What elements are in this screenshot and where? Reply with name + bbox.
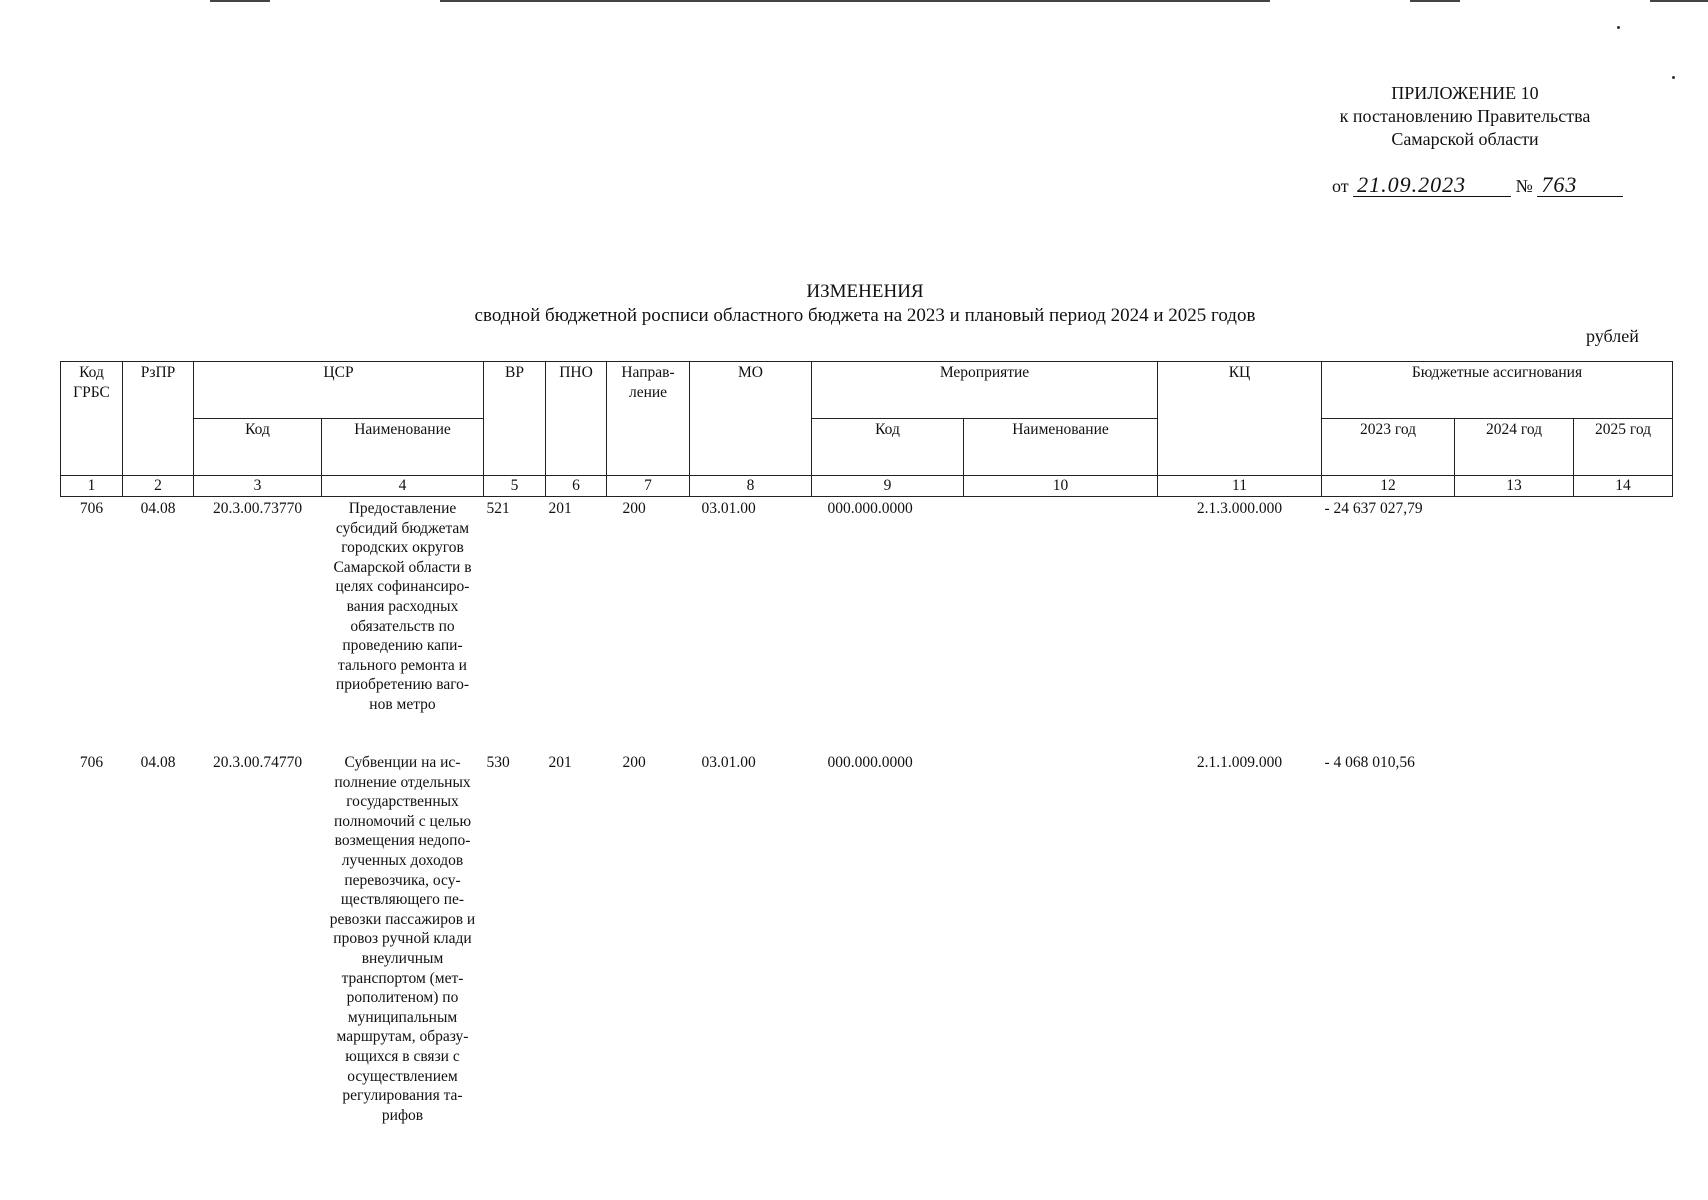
- appendix-number: ПРИЛОЖЕНИЕ 10: [1391, 83, 1539, 103]
- header-row-top: [61, 362, 1673, 419]
- column-number: 5: [484, 476, 546, 497]
- appendix-decree-ref: к постановлению Правительства: [1339, 106, 1591, 126]
- cell-direction: 200: [622, 754, 646, 771]
- column-number: 13: [1455, 476, 1574, 497]
- cell-2023: - 4 068 010,56: [1324, 754, 1415, 771]
- cell-csr-code: 20.3.00.74770: [212, 754, 303, 771]
- decree-number-sign: №: [1515, 176, 1533, 196]
- cell-grbs: 706: [79, 500, 104, 517]
- cell-kc: 2.1.1.009.000: [1196, 754, 1283, 771]
- column-number: 11: [1158, 476, 1322, 497]
- scan-edge-mark: [440, 0, 1270, 2]
- header-csr: ЦСР: [194, 362, 484, 419]
- decree-date: 21.09.2023: [1353, 174, 1511, 197]
- cell-kc: 2.1.3.000.000: [1196, 500, 1283, 517]
- column-number: 12: [1322, 476, 1455, 497]
- column-number: 8: [690, 476, 812, 497]
- column-number: 3: [194, 476, 322, 497]
- header-row-sub: [61, 419, 1673, 476]
- decree-number: 763: [1537, 174, 1623, 197]
- appendix-block: [1290, 82, 1640, 151]
- cell-2023: - 24 637 027,79: [1324, 500, 1423, 517]
- column-number-row: [61, 476, 1673, 497]
- header-event-name: Наименование: [964, 419, 1158, 476]
- column-number: 10: [964, 476, 1158, 497]
- cell-event-name: [964, 497, 1158, 752]
- table-row: [61, 751, 1673, 1155]
- cell-pno: 201: [548, 754, 572, 771]
- header-csr-code: Код: [194, 419, 322, 476]
- column-number: 9: [812, 476, 964, 497]
- cell-event-name: [964, 751, 1158, 1155]
- header-mo: МО: [690, 362, 812, 476]
- header-direction: Направ-ление: [607, 362, 690, 476]
- header-event: Мероприятие: [812, 362, 1158, 419]
- header-2025: 2025 год: [1574, 419, 1673, 476]
- units-label: рублей: [1586, 326, 1639, 346]
- decree-date-number: [1332, 174, 1623, 197]
- scan-speck: [1617, 26, 1620, 29]
- column-number: 2: [123, 476, 194, 497]
- budget-table: [60, 361, 1673, 1155]
- decree-from-prefix: от: [1332, 176, 1349, 196]
- header-allocations: Бюджетные ассигнования: [1322, 362, 1673, 419]
- cell-event-code: 000.000.0000: [827, 500, 913, 517]
- cell-direction: 200: [622, 500, 646, 517]
- header-csr-name: Наименование: [322, 419, 484, 476]
- title-subtitle: сводной бюджетной росписи областного бюджета на 2023 и плановый период 2024 и 2025 годов: [474, 305, 1256, 326]
- column-number: 1: [61, 476, 123, 497]
- cell-grbs: 706: [79, 754, 104, 771]
- scan-edge-mark: [1410, 0, 1460, 2]
- scan-speck: [1672, 76, 1675, 79]
- cell-event-code: 000.000.0000: [827, 754, 913, 771]
- header-pno: ПНО: [546, 362, 607, 476]
- cell-pno: 201: [548, 500, 572, 517]
- document-title: [0, 280, 1708, 328]
- header-2023: 2023 год: [1322, 419, 1455, 476]
- cell-2024: [1455, 497, 1574, 752]
- header-2024: 2024 год: [1455, 419, 1574, 476]
- column-number: 7: [607, 476, 690, 497]
- cell-csr-code: 20.3.00.73770: [212, 500, 303, 517]
- cell-2024: [1455, 751, 1574, 1155]
- scan-edge-mark: [1650, 0, 1708, 2]
- cell-mo: 03.01.00: [701, 500, 756, 517]
- appendix-region: Самарской области: [1391, 129, 1539, 149]
- column-number: 6: [546, 476, 607, 497]
- cell-mo: 03.01.00: [701, 754, 756, 771]
- cell-vr: 530: [486, 754, 510, 771]
- column-number: 4: [322, 476, 484, 497]
- cell-rzpr: 04.08: [140, 500, 176, 517]
- header-kc: КЦ: [1158, 362, 1322, 476]
- cell-vr: 521: [486, 500, 510, 517]
- cell-csr-name: Предоставление субсидий бюджетам городских округов Самарской области в целях софинансиро-вания расходных обязательств по проведению капи-тального ремонта и приобретению ваго-нов метро: [333, 500, 472, 713]
- column-number: 14: [1574, 476, 1673, 497]
- header-rzpr: РзПР: [123, 362, 194, 476]
- cell-rzpr: 04.08: [140, 754, 176, 771]
- cell-2025: [1574, 497, 1673, 752]
- cell-csr-name: Субвенции на ис-полнение отдельных государственных полномочий с целью возмещения недопо-лученных доходов перевозчика, осу-ществляющего пе-ревозки пассажиров и провоз ручной клади внеуличным транспортом (мет-рополитеном) по муниципальным маршрутам, образу-ющихся в связи с осуществлением регулирования та-рифов: [329, 754, 476, 1124]
- header-grbs: Код ГРБС: [61, 362, 123, 476]
- scan-edge-mark: [210, 0, 270, 2]
- header-event-code: Код: [812, 419, 964, 476]
- header-vr: ВР: [484, 362, 546, 476]
- table-row: [61, 497, 1673, 752]
- cell-2025: [1574, 751, 1673, 1155]
- title-main: ИЗМЕНЕНИЯ: [806, 281, 924, 302]
